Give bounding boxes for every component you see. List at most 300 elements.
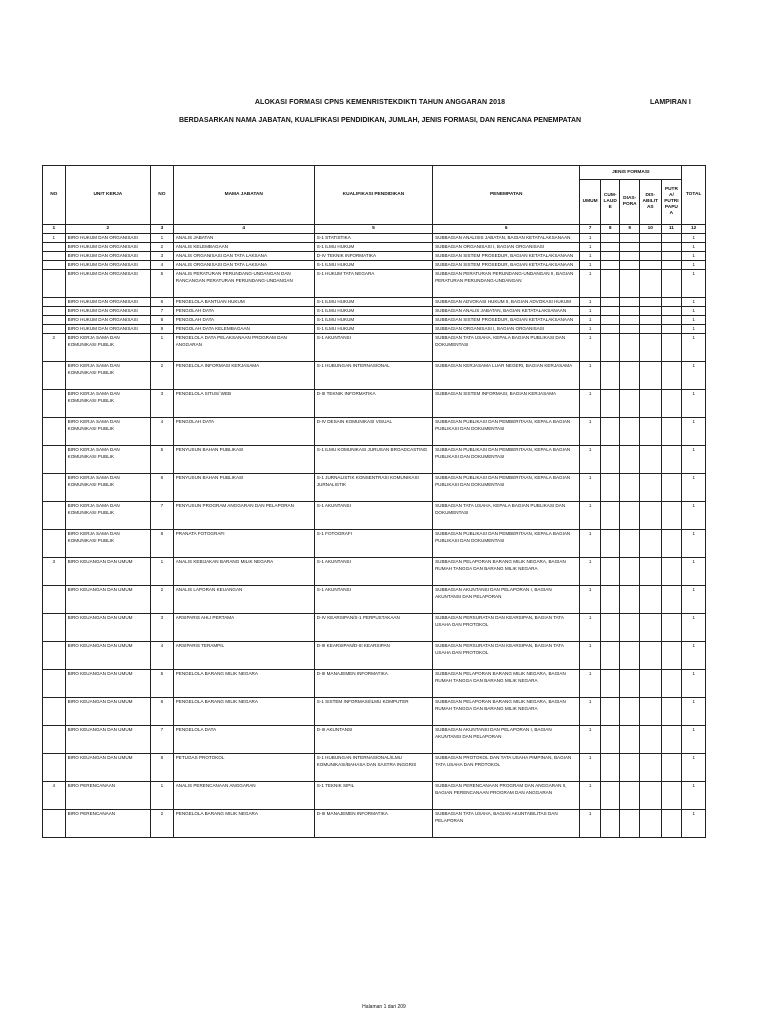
papua-cell [661, 390, 682, 418]
disabilitas-cell [639, 446, 661, 474]
nama-jabatan-cell: PENYUSUN PROGRAM ANGGARAN DAN PELAPORAN [173, 502, 314, 530]
total-cell: 1 [682, 298, 706, 307]
row-sub-no: 6 [151, 698, 174, 726]
umum-cell: 1 [580, 810, 601, 838]
row-sub-no: 3 [151, 614, 174, 642]
penempatan-cell: SUBBAGIAN TATA USAHA, BAGIAN AKUNTABILITAS DAN PELAPORAN [433, 810, 580, 838]
disabilitas-cell [639, 698, 661, 726]
papua-cell [661, 474, 682, 502]
column-number: 8 [600, 225, 620, 234]
umum-cell: 1 [580, 316, 601, 325]
papua-cell [661, 502, 682, 530]
unit-kerja-cell: BIRO KERJA SAMA DAN KOMUNIKASI PUBLIK [65, 362, 150, 390]
nama-jabatan-cell: PENGOLAH DATA KELEMBAGAAN [173, 325, 314, 334]
kualifikasi-cell: S-1 AKUNTANSI [314, 586, 432, 614]
nama-jabatan-cell: PENGELOLA BARANG MILIK NEGARA [173, 810, 314, 838]
unit-kerja-cell: BIRO KEUANGAN DAN UMUM [65, 642, 150, 670]
column-number: 3 [151, 225, 174, 234]
row-sub-no: 4 [151, 642, 174, 670]
total-cell: 1 [682, 754, 706, 782]
table-row [43, 334, 706, 362]
papua-cell [661, 446, 682, 474]
penempatan-cell: SUBBAGIAN SISTEM PROSEDUR, BAGIAN KETATALAKSANAAN [433, 316, 580, 325]
diaspora-cell [620, 698, 640, 726]
papua-cell [661, 614, 682, 642]
nama-jabatan-cell: PETUGAS PROTOKOL [173, 754, 314, 782]
kualifikasi-cell: S-1 HUBUNGAN INTERNASIONAL/ILMU KOMUNIKASI/BAHASA DAN SASTRA INGGRIS [314, 754, 432, 782]
cumlaude-cell [600, 586, 620, 614]
header-kualifikasi: KUALIFIKASI PENDIDIKAN [314, 166, 432, 225]
nama-jabatan-cell: ANALIS JABATAN [173, 234, 314, 243]
unit-kerja-cell: BIRO HUKUM DAN ORGANISASI [65, 243, 150, 252]
table-row [43, 307, 706, 316]
row-sub-no: 4 [151, 418, 174, 446]
penempatan-cell: SUBBAGIAN PUBLIKASI DAN PEMBERITAAN, KEPALA BAGIAN PUBLIKASI DAN DOKUMENTASI [433, 530, 580, 558]
unit-kerja-cell: BIRO KEUANGAN DAN UMUM [65, 558, 150, 586]
diaspora-cell [620, 243, 640, 252]
penempatan-cell: SUBBAGIAN PELAPORAN BARANG MILIK NEGARA, BAGIAN RUMAH TANGGA DAN BARANG MILIK NEGARA [433, 558, 580, 586]
cumlaude-cell [600, 670, 620, 698]
nama-jabatan-cell: PRANATA FOTOGRAFI [173, 530, 314, 558]
unit-kerja-cell: BIRO KEUANGAN DAN UMUM [65, 754, 150, 782]
row-sub-no: 2 [151, 243, 174, 252]
row-sub-no: 5 [151, 670, 174, 698]
table-header [43, 166, 706, 234]
papua-cell [661, 418, 682, 446]
nama-jabatan-cell: PENGOLAH DATA [173, 307, 314, 316]
diaspora-cell [620, 782, 640, 810]
kualifikasi-cell: S-1 STATISTIKA [314, 234, 432, 243]
column-number: 1 [43, 225, 66, 234]
nama-jabatan-cell: ANALIS ORGANISASI DAN TATA LAKSANA [173, 252, 314, 261]
kualifikasi-cell: D-III TEKNIK INFORMATIKA [314, 390, 432, 418]
cumlaude-cell [600, 558, 620, 586]
row-sub-no: 1 [151, 782, 174, 810]
document-subtitle: BERDASARKAN NAMA JABATAN, KUALIFIKASI PENDIDIKAN, JUMLAH, JENIS FORMASI, DAN RENCANA PENEMPATAN [178, 117, 582, 124]
papua-cell [661, 642, 682, 670]
header-disabilitas: DIS-ABILITAS [639, 180, 661, 225]
unit-kerja-cell: BIRO KEUANGAN DAN UMUM [65, 726, 150, 754]
row-sub-no: 8 [151, 316, 174, 325]
umum-cell: 1 [580, 530, 601, 558]
cumlaude-cell [600, 334, 620, 362]
row-no [43, 307, 66, 316]
penempatan-cell: SUBBAGIAN ANALIS JABATAN, BAGIAN KETATALAKSANAAN [433, 307, 580, 316]
kualifikasi-cell: S-1 JURNALISTIK KONSENTRASI KOMUNIKASI JURNALISTIK [314, 474, 432, 502]
table-row [43, 325, 706, 334]
nama-jabatan-cell: ANALIS LAPORAN KEUANGAN [173, 586, 314, 614]
row-sub-no: 7 [151, 307, 174, 316]
kualifikasi-cell: D-III KEARSIPAN/D-III KEARSIPAN [314, 642, 432, 670]
row-sub-no: 3 [151, 390, 174, 418]
row-no [43, 252, 66, 261]
kualifikasi-cell: S-1 HUKUM TATA NEGARA [314, 270, 432, 298]
disabilitas-cell [639, 810, 661, 838]
nama-jabatan-cell: PENGELOLA SITUS/ WEB [173, 390, 314, 418]
column-number-row [43, 225, 706, 234]
table-row [43, 270, 706, 298]
row-no [43, 754, 66, 782]
row-no [43, 390, 66, 418]
header-total: TOTAL [682, 166, 706, 225]
row-sub-no: 8 [151, 754, 174, 782]
header-no-2: NO [151, 166, 174, 225]
table-row [43, 446, 706, 474]
diaspora-cell [620, 298, 640, 307]
nama-jabatan-cell: ANALIS PERATURAN PERUNDANG-UNDANGAN DAN RANCANGAN PERATURAN PERUNDANG-UNDANGAN [173, 270, 314, 298]
disabilitas-cell [639, 558, 661, 586]
table-row [43, 530, 706, 558]
nama-jabatan-cell: PENGELOLA BARANG MILIK NEGARA [173, 698, 314, 726]
cumlaude-cell [600, 614, 620, 642]
disabilitas-cell [639, 390, 661, 418]
column-number: 10 [639, 225, 661, 234]
cumlaude-cell [600, 810, 620, 838]
papua-cell [661, 362, 682, 390]
umum-cell: 1 [580, 446, 601, 474]
row-no: 1 [43, 234, 66, 243]
column-number: 7 [580, 225, 601, 234]
papua-cell [661, 782, 682, 810]
header-jenis-formasi: JENIS FORMASI [580, 166, 682, 180]
row-sub-no: 2 [151, 362, 174, 390]
column-number: 9 [620, 225, 640, 234]
papua-cell [661, 316, 682, 325]
row-no [43, 586, 66, 614]
unit-kerja-cell: BIRO HUKUM DAN ORGANISASI [65, 325, 150, 334]
diaspora-cell [620, 530, 640, 558]
papua-cell [661, 270, 682, 298]
unit-kerja-cell: BIRO HUKUM DAN ORGANISASI [65, 270, 150, 298]
penempatan-cell: SUBBAGIAN SISTEM PROSEDUR, BAGIAN KETATALAKSANAAN [433, 252, 580, 261]
umum-cell: 1 [580, 243, 601, 252]
table-row [43, 243, 706, 252]
cumlaude-cell [600, 418, 620, 446]
cumlaude-cell [600, 782, 620, 810]
nama-jabatan-cell: PENYUSUN BAHAN PUBLIKASI [173, 474, 314, 502]
table-row [43, 754, 706, 782]
row-no [43, 614, 66, 642]
umum-cell: 1 [580, 558, 601, 586]
kualifikasi-cell: S-1 SISTEM INFORMASI/ILMU KOMPUTER [314, 698, 432, 726]
unit-kerja-cell: BIRO KERJA SAMA DAN KOMUNIKASI PUBLIK [65, 334, 150, 362]
header-nama-jabatan: MAMA JABATAN [173, 166, 314, 225]
nama-jabatan-cell: PENYUSUN BAHAN PUBLIKASI [173, 446, 314, 474]
nama-jabatan-cell: PENGOLAH DATA [173, 418, 314, 446]
diaspora-cell [620, 726, 640, 754]
disabilitas-cell [639, 614, 661, 642]
column-number: 2 [65, 225, 150, 234]
row-no [43, 243, 66, 252]
unit-kerja-cell: BIRO PERENCANAAN [65, 810, 150, 838]
disabilitas-cell [639, 307, 661, 316]
umum-cell: 1 [580, 307, 601, 316]
unit-kerja-cell: BIRO HUKUM DAN ORGANISASI [65, 316, 150, 325]
row-sub-no: 8 [151, 530, 174, 558]
umum-cell: 1 [580, 298, 601, 307]
total-cell: 1 [682, 614, 706, 642]
papua-cell [661, 234, 682, 243]
cumlaude-cell [600, 243, 620, 252]
disabilitas-cell [639, 502, 661, 530]
penempatan-cell: SUBBAGIAN AKUNTANSI DAN PELAPORAN I, BAGIAN AKUNTANSI DAN PELAPORAN [433, 586, 580, 614]
diaspora-cell [620, 325, 640, 334]
umum-cell: 1 [580, 270, 601, 298]
penempatan-cell: SUBBAGIAN PERSURATAN DAN KEARSIPAN, BAGIAN TATA USAHA DAN PROTOKOL [433, 642, 580, 670]
table-row [43, 298, 706, 307]
disabilitas-cell [639, 474, 661, 502]
diaspora-cell [620, 390, 640, 418]
row-sub-no: 2 [151, 586, 174, 614]
total-cell: 1 [682, 782, 706, 810]
penempatan-cell: SUBBAGIAN PERSURATAN DAN KEARSIPAN, BAGIAN TATA USAHA DAN PROTOKOL [433, 614, 580, 642]
disabilitas-cell [639, 234, 661, 243]
cumlaude-cell [600, 530, 620, 558]
unit-kerja-cell: BIRO KEUANGAN DAN UMUM [65, 614, 150, 642]
table-row [43, 586, 706, 614]
disabilitas-cell [639, 586, 661, 614]
table-row [43, 810, 706, 838]
total-cell: 1 [682, 270, 706, 298]
cumlaude-cell [600, 298, 620, 307]
table-row [43, 316, 706, 325]
papua-cell [661, 298, 682, 307]
row-no [43, 698, 66, 726]
cumlaude-cell [600, 390, 620, 418]
umum-cell: 1 [580, 726, 601, 754]
umum-cell: 1 [580, 325, 601, 334]
row-no [43, 270, 66, 298]
cumlaude-cell [600, 642, 620, 670]
nama-jabatan-cell: PENGELOLA INFORMASI KERJASAMA [173, 362, 314, 390]
diaspora-cell [620, 754, 640, 782]
nama-jabatan-cell: PENGOLAH DATA [173, 316, 314, 325]
kualifikasi-cell: S-1 AKUNTANSI [314, 502, 432, 530]
kualifikasi-cell: S-1 HUBUNGAN INTERNASIONAL [314, 362, 432, 390]
column-number: 11 [661, 225, 682, 234]
unit-kerja-cell: BIRO KERJA SAMA DAN KOMUNIKASI PUBLIK [65, 474, 150, 502]
umum-cell: 1 [580, 418, 601, 446]
diaspora-cell [620, 810, 640, 838]
penempatan-cell: SUBBAGIAN PELAPORAN BARANG MILIK NEGARA, BAGIAN RUMAH TANGGA DAN BARANG MILIK NEGARA [433, 670, 580, 698]
kualifikasi-cell: S-1 FOTOGRAFI [314, 530, 432, 558]
penempatan-cell: SUBBAGIAN ANALISIS JABATAN, BAGIAN KETATALAKSANAAN [433, 234, 580, 243]
total-cell: 1 [682, 243, 706, 252]
cumlaude-cell [600, 234, 620, 243]
unit-kerja-cell: BIRO KERJA SAMA DAN KOMUNIKASI PUBLIK [65, 502, 150, 530]
total-cell: 1 [682, 586, 706, 614]
total-cell: 1 [682, 698, 706, 726]
penempatan-cell: SUBBAGIAN ORGANISASI I, BAGIAN ORGANISASI [433, 243, 580, 252]
unit-kerja-cell: BIRO KEUANGAN DAN UMUM [65, 698, 150, 726]
table-row [43, 642, 706, 670]
table-row [43, 390, 706, 418]
kualifikasi-cell: S-1 ILMU KOMUNIKASI JURUSAN BROADCASTING [314, 446, 432, 474]
disabilitas-cell [639, 243, 661, 252]
cumlaude-cell [600, 270, 620, 298]
disabilitas-cell [639, 334, 661, 362]
disabilitas-cell [639, 530, 661, 558]
disabilitas-cell [639, 270, 661, 298]
penempatan-cell: SUBBAGIAN ADVOKASI HUKUM II, BAGIAN ADVOKASI HUKUM [433, 298, 580, 307]
umum-cell: 1 [580, 642, 601, 670]
penempatan-cell: SUBBAGIAN PELAPORAN BARANG MILIK NEGARA, BAGIAN RUMAH TANGGA DAN BARANG MILIK NEGARA [433, 698, 580, 726]
cumlaude-cell [600, 754, 620, 782]
diaspora-cell [620, 642, 640, 670]
row-no [43, 670, 66, 698]
total-cell: 1 [682, 234, 706, 243]
table-row [43, 698, 706, 726]
cumlaude-cell [600, 261, 620, 270]
umum-cell: 1 [580, 334, 601, 362]
disabilitas-cell [639, 726, 661, 754]
papua-cell [661, 530, 682, 558]
total-cell: 1 [682, 316, 706, 325]
table-row [43, 252, 706, 261]
row-sub-no: 7 [151, 726, 174, 754]
umum-cell: 1 [580, 698, 601, 726]
disabilitas-cell [639, 418, 661, 446]
umum-cell: 1 [580, 390, 601, 418]
row-sub-no: 9 [151, 325, 174, 334]
umum-cell: 1 [580, 261, 601, 270]
row-no: 2 [43, 334, 66, 362]
cumlaude-cell [600, 316, 620, 325]
table-row [43, 234, 706, 243]
formasi-table [42, 165, 706, 838]
diaspora-cell [620, 418, 640, 446]
papua-cell [661, 810, 682, 838]
penempatan-cell: SUBBAGIAN SISTEM INFORMASI, BAGIAN KERJASAMA [433, 390, 580, 418]
papua-cell [661, 586, 682, 614]
unit-kerja-cell: BIRO KERJA SAMA DAN KOMUNIKASI PUBLIK [65, 390, 150, 418]
cumlaude-cell [600, 307, 620, 316]
row-sub-no: 5 [151, 270, 174, 298]
nama-jabatan-cell: ANALIS KEBIJAKAN BARANG MILIK NEGARA [173, 558, 314, 586]
total-cell: 1 [682, 502, 706, 530]
row-sub-no: 5 [151, 446, 174, 474]
kualifikasi-cell: D-III MANAJEMEN INFORMATIKA [314, 810, 432, 838]
diaspora-cell [620, 474, 640, 502]
diaspora-cell [620, 502, 640, 530]
disabilitas-cell [639, 670, 661, 698]
unit-kerja-cell: BIRO HUKUM DAN ORGANISASI [65, 298, 150, 307]
kualifikasi-cell: S-1 ILMU HUKUM [314, 261, 432, 270]
nama-jabatan-cell: ARSIPARIS AHLI PERTAMA [173, 614, 314, 642]
kualifikasi-cell: S-1 AKUNTANSI [314, 558, 432, 586]
umum-cell: 1 [580, 754, 601, 782]
kualifikasi-cell: D-IV TEKNIK INFORMATIKA [314, 252, 432, 261]
table-row [43, 474, 706, 502]
penempatan-cell: SUBBAGIAN PERENCANAAN PROGRAM DAN ANGGARAN II, BAGIAN PERENCANAAN PROGRAM DAN ANGGARAN [433, 782, 580, 810]
diaspora-cell [620, 234, 640, 243]
penempatan-cell: SUBBAGIAN PUBLIKASI DAN PEMBERITAAN, KEPALA BAGIAN PUBLIKASI DAN DOKUMENTASI [433, 474, 580, 502]
penempatan-cell: SUBBAGIAN ORGANISASI I, BAGIAN ORGANISASI [433, 325, 580, 334]
unit-kerja-cell: BIRO KERJA SAMA DAN KOMUNIKASI PUBLIK [65, 446, 150, 474]
row-sub-no: 1 [151, 334, 174, 362]
cumlaude-cell [600, 502, 620, 530]
disabilitas-cell [639, 316, 661, 325]
unit-kerja-cell: BIRO KERJA SAMA DAN KOMUNIKASI PUBLIK [65, 418, 150, 446]
row-no: 3 [43, 558, 66, 586]
table-row [43, 261, 706, 270]
papua-cell [661, 558, 682, 586]
kualifikasi-cell: S-1 ILMU HUKUM [314, 316, 432, 325]
total-cell: 1 [682, 726, 706, 754]
unit-kerja-cell: BIRO KEUANGAN DAN UMUM [65, 670, 150, 698]
header-no: NO [43, 166, 66, 225]
disabilitas-cell [639, 362, 661, 390]
page-footer: Halaman 1 dari 209 [362, 1004, 406, 1010]
papua-cell [661, 754, 682, 782]
unit-kerja-cell: BIRO PERENCANAAN [65, 782, 150, 810]
kualifikasi-cell: D-III MANAJEMEN INFORMATIKA [314, 670, 432, 698]
disabilitas-cell [639, 325, 661, 334]
total-cell: 1 [682, 334, 706, 362]
nama-jabatan-cell: ANALIS ORGANISASI DAN TATA LAKSANA [173, 261, 314, 270]
row-no [43, 362, 66, 390]
nama-jabatan-cell: PENGELOLA BANTUAN HUKUM [173, 298, 314, 307]
total-cell: 1 [682, 252, 706, 261]
column-number: 4 [173, 225, 314, 234]
row-no [43, 316, 66, 325]
penempatan-cell: SUBBAGIAN AKUNTANSI DAN PELAPORAN I, BAGIAN AKUNTANSI DAN PELAPORAN [433, 726, 580, 754]
unit-kerja-cell: BIRO HUKUM DAN ORGANISASI [65, 234, 150, 243]
umum-cell: 1 [580, 670, 601, 698]
diaspora-cell [620, 252, 640, 261]
nama-jabatan-cell: PENGELOLA DATA PELAKSANAAN PROGRAM DAN ANGGARAN [173, 334, 314, 362]
nama-jabatan-cell: PENGELOLA DATA [173, 726, 314, 754]
total-cell: 1 [682, 558, 706, 586]
diaspora-cell [620, 334, 640, 362]
row-sub-no: 3 [151, 252, 174, 261]
umum-cell: 1 [580, 614, 601, 642]
table-row [43, 502, 706, 530]
table-row [43, 362, 706, 390]
disabilitas-cell [639, 252, 661, 261]
row-sub-no: 6 [151, 298, 174, 307]
total-cell: 1 [682, 307, 706, 316]
diaspora-cell [620, 586, 640, 614]
header-unit-kerja: UNIT KERJA [65, 166, 150, 225]
diaspora-cell [620, 614, 640, 642]
cumlaude-cell [600, 325, 620, 334]
unit-kerja-cell: BIRO HUKUM DAN ORGANISASI [65, 252, 150, 261]
total-cell: 1 [682, 362, 706, 390]
row-no: 4 [43, 782, 66, 810]
umum-cell: 1 [580, 362, 601, 390]
row-no [43, 642, 66, 670]
kualifikasi-cell: S-1 ILMU HUKUM [314, 243, 432, 252]
diaspora-cell [620, 307, 640, 316]
disabilitas-cell [639, 298, 661, 307]
nama-jabatan-cell: ANALIS KELEMBAGAAN [173, 243, 314, 252]
header-cumlaude: CUM-LAUDE [600, 180, 620, 225]
umum-cell: 1 [580, 474, 601, 502]
cumlaude-cell [600, 446, 620, 474]
header-putra-putri-papua: PUTRA/ PUTRI PAPUA [661, 180, 682, 225]
papua-cell [661, 670, 682, 698]
diaspora-cell [620, 270, 640, 298]
papua-cell [661, 726, 682, 754]
row-sub-no: 4 [151, 261, 174, 270]
disabilitas-cell [639, 642, 661, 670]
nama-jabatan-cell: ARSIPARIS TERAMPIL [173, 642, 314, 670]
disabilitas-cell [639, 261, 661, 270]
header-umum: UMUM [580, 180, 601, 225]
total-cell: 1 [682, 642, 706, 670]
papua-cell [661, 243, 682, 252]
